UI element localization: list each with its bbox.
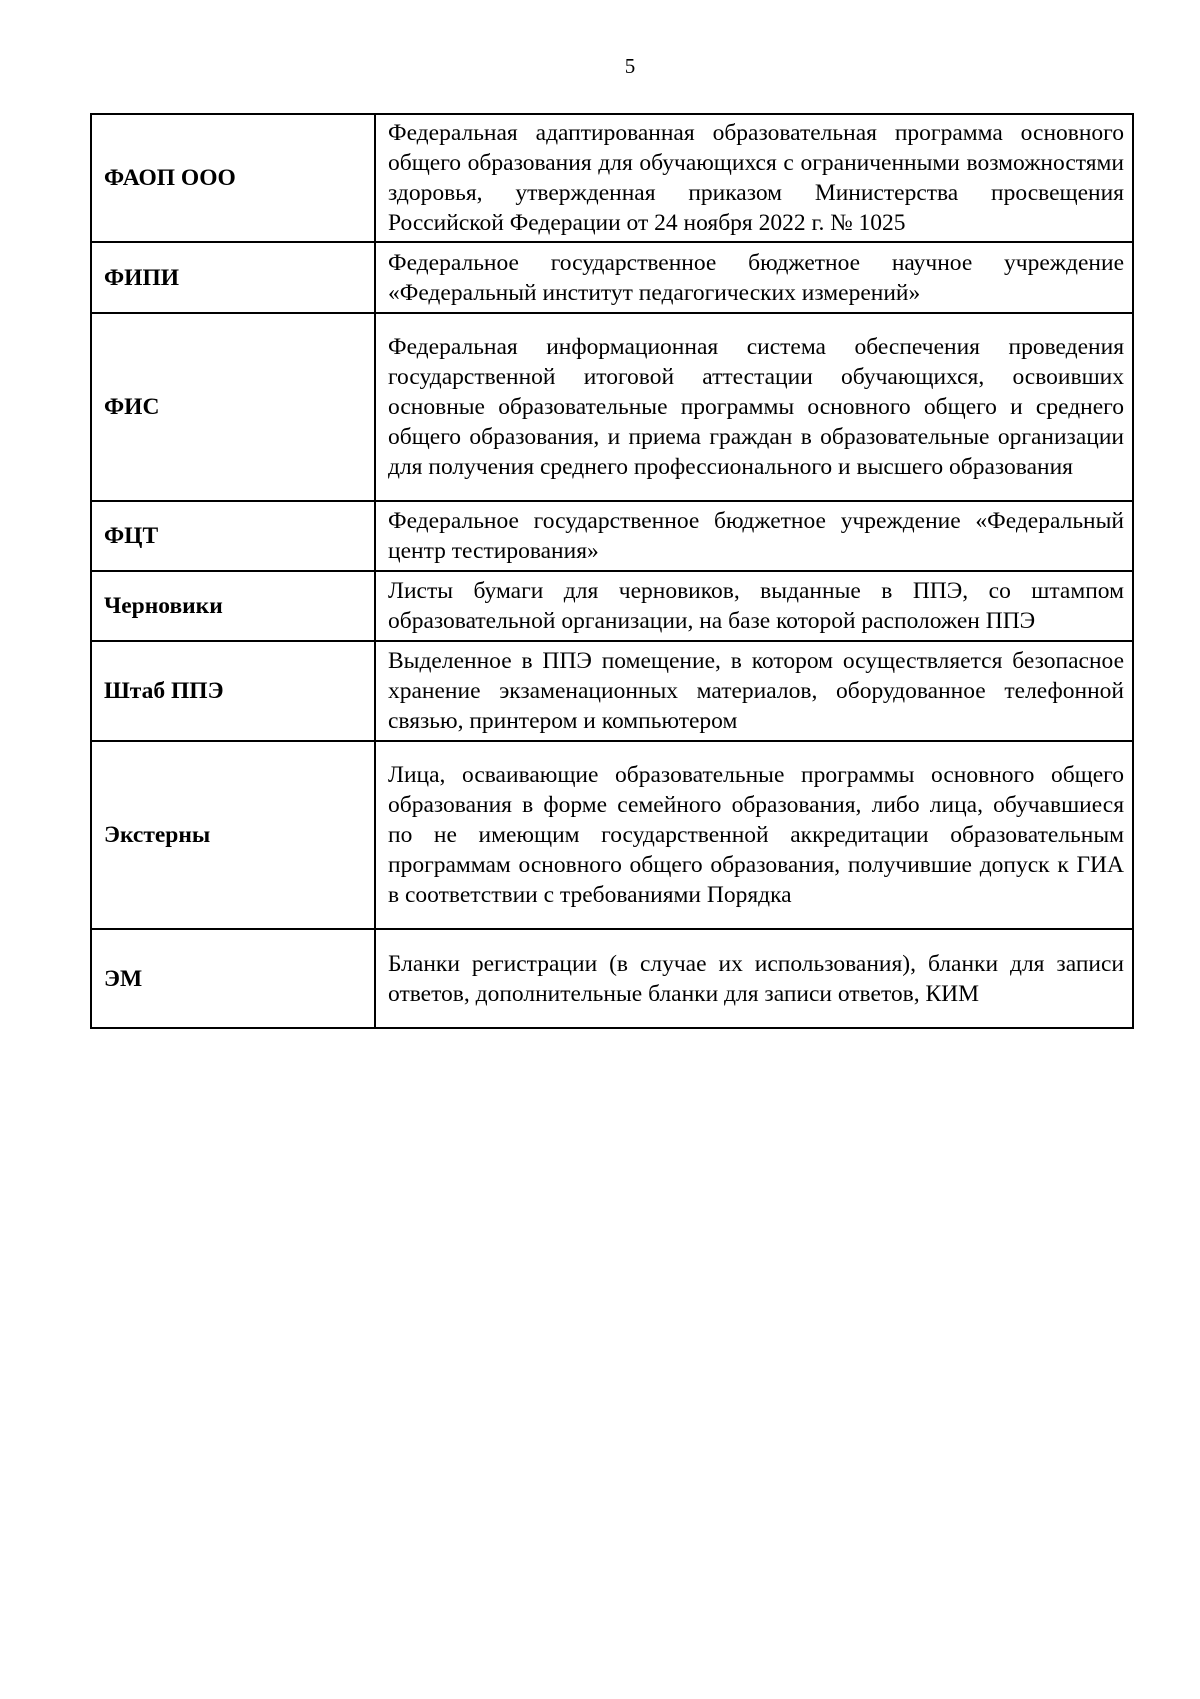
table-row <box>91 313 1133 501</box>
definition-cell: Выделенное в ППЭ помещение, в котором осуществляется безопасное хранение экзаменационных материалов, оборудованное телефонной связью, принтером и компьютером <box>375 641 1133 741</box>
term-cell: ФИПИ <box>91 242 375 313</box>
term-cell: ФИС <box>91 313 375 501</box>
definition-cell: Лица, осваивающие образовательные программы основного общего образования в форме семейного образования, либо лица, обучавшиеся по не имеющим государственной аккредитации образовательным программам основного общего образования, получившие допуск к ГИА в соответствии с требованиями Порядка <box>375 741 1133 929</box>
term-cell: Экстерны <box>91 741 375 929</box>
definition-cell: Бланки регистрации (в случае их использования), бланки для записи ответов, дополнительные бланки для записи ответов, КИМ <box>375 929 1133 1028</box>
term-cell: Штаб ППЭ <box>91 641 375 741</box>
table-row <box>91 242 1133 313</box>
term-cell: Черновики <box>91 571 375 641</box>
definition-cell: Листы бумаги для черновиков, выданные в ППЭ, со штампом образовательной организации, на базе которой расположен ППЭ <box>375 571 1133 641</box>
term-cell: ФАОП ООО <box>91 114 375 242</box>
table-row <box>91 929 1133 1028</box>
page-number: 5 <box>624 54 636 78</box>
definition-cell: Федеральная адаптированная образовательная программа основного общего образования для обучающихся с ограниченными возможностями здоровья, утвержденная приказом Министерства просвещения Российской Федерации от 24 ноября 2022 г. № 1025 <box>375 114 1133 242</box>
definition-cell: Федеральная информационная система обеспечения проведения государственной итоговой аттестации обучающихся, освоивших основные образовательные программы основного общего и среднего общего образования, и приема граждан в образовательные организации для получения среднего профессионального и высшего образования <box>375 313 1133 501</box>
definition-cell: Федеральное государственное бюджетное научное учреждение «Федеральный институт педагогических измерений» <box>375 242 1133 313</box>
term-cell: ЭМ <box>91 929 375 1028</box>
table-row <box>91 641 1133 741</box>
term-cell: ФЦТ <box>91 501 375 571</box>
table-row <box>91 741 1133 929</box>
table-row <box>91 114 1133 242</box>
table-row <box>91 571 1133 641</box>
definition-cell: Федеральное государственное бюджетное учреждение «Федеральный центр тестирования» <box>375 501 1133 571</box>
table-row <box>91 501 1133 571</box>
glossary-table <box>90 113 1134 1029</box>
